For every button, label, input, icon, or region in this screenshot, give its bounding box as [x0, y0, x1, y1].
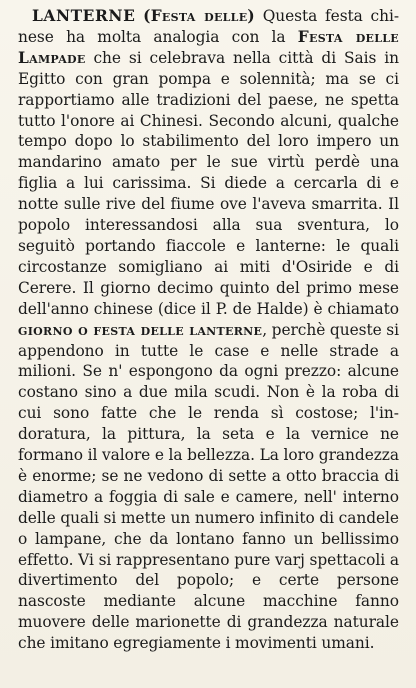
headword-qualifier: (Festa delle)	[143, 7, 255, 25]
headword: LANTERNE	[32, 7, 136, 25]
body-text-segment: Questa festa chinese ha molta analogia con la	[18, 7, 400, 46]
article-paragraph	[18, 6, 399, 654]
emphasized-phrase: giorno o festa delle lanterne	[18, 320, 263, 339]
article-column	[18, 6, 399, 654]
body-text-segment: , perchè queste si appendono in tutte le case e nelle strade a milioni. Se n' espongono da ogni prezzo: alcune costano sino a due mila scudi. Non è la roba di cui sono fatte che le renda sì costose; l'indoratura, la pittura, la seta e la vernice ne formano il valore e la bellezza. La loro grandezza è enorme; se ne vedono di sette a otto braccia di diametro a foggia di sale e camere, nell' interno delle quali si mette un numero infinito di candele o lampane, che da lontano fanno un bellissimo effetto. Vi si rappresentano pure varj spettacoli a divertimento del popolo; e certe persone nascoste mediante alcune macchine fanno muovere delle marionette di grandezza naturale che imitano egregiamente i movimenti umani.	[18, 320, 399, 653]
emphasized-phrase: Festa delle Lampade	[18, 27, 399, 67]
body-text-segment: che si celebrava nella città di Sais in Egitto con gran pompa e solennità; ma se ci rapportiamo alle tradizioni del paese, ne spetta tutto l'onore ai Chinesi. Secondo alcuni, qualche tempo dopo lo stabilimento del loro impero un mandarino amato per le sue virtù perdè una figlia a lui carissima. Si diede a cercarla di e notte sulle rive del fiume ove l'aveva smarrita. Il popolo interessandosi alla sua sventura, lo seguitò portando fiaccole e lanterne: le quali circostanze somigliano ai miti d'Osiride e di Cerere. Il giorno decimo quinto del primo mese dell'anno chinese (dice il P. de Halde) è chiamato	[18, 48, 399, 318]
article-body	[18, 7, 399, 652]
